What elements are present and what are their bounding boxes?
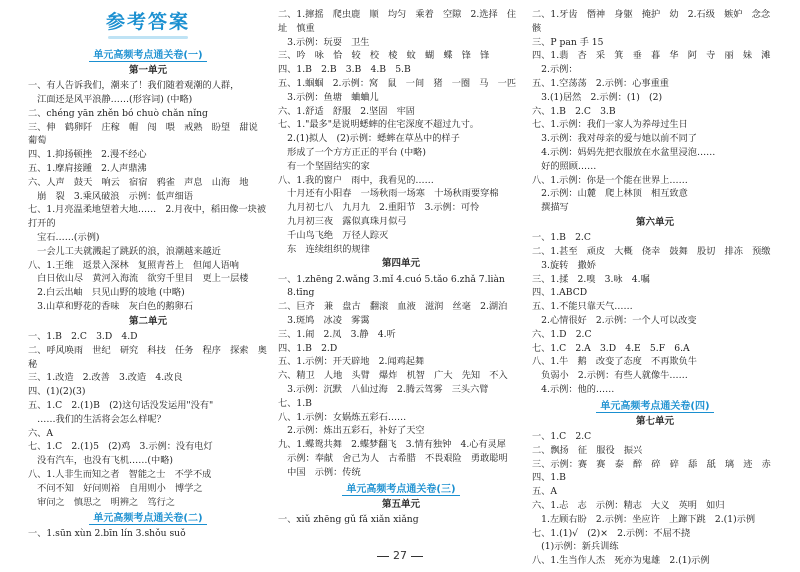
answer-line: 六、1.舒适 舒服 2.坚固 牢固 [278, 105, 415, 117]
answer-line: 没有汽车，也没有飞机……(中略) [28, 455, 173, 467]
answer-line: 3.示例：我对母亲的爱与她以前不同了 [532, 133, 697, 145]
answer-line: 宝石……(示例) [28, 232, 100, 244]
answer-line: 六、1.忐 志 示例：精志 大义 英明 如归 [532, 500, 725, 511]
section-heading-label: 单元高频考点通关卷(二) [89, 513, 206, 525]
answer-line: 三、伸 鹤卵阡 庄稼 帽 闯 喂 戒熟 盼望 甜说 葡萄 [28, 121, 267, 147]
unit-heading: 第七单元 [635, 415, 674, 427]
answer-line: 七、1."最多"是说明蟋蟀的住宅深度不超过九寸。 [278, 119, 479, 131]
section-heading-label: 单元高频考点通关卷(一) [89, 50, 206, 62]
answer-line: 三、示例：赛 赛 泰 醉 碎 碎 舔 舐 璃 迹 赤 [532, 458, 771, 470]
answer-line: 不问不知 好问则裕 自用则小 博学之 [28, 482, 203, 494]
answer-line: 一、1.B 2.C 3.D 4.D [28, 331, 138, 343]
answer-line: 三、1.揉 2.嗅 3.咏 4.嘱 [532, 273, 650, 285]
answer-line: 3.示例：鱼塘 蛐蛐儿 [278, 91, 379, 103]
answer-line: 二、1.撺摇 爬虫鹿 顺 均匀 乘着 空隙 2.选择 住址 慎重 [278, 9, 517, 34]
answer-line: 三、1.改造 2.改善 3.改造 4.改良 [28, 372, 183, 384]
answer-line: 3.斑鸠 冰凌 雾霭 [278, 314, 370, 326]
answer-line: 2.示例： [532, 64, 578, 76]
answer-line: 2.心情很好 2.示例：一个人可以改变 [532, 314, 697, 326]
answer-line: 六、1.B 2.C 3.B [532, 105, 616, 117]
answer-line: 二、巨齐 兼 盘古 翻滚 血液 滋润 丝毫 2.湖泊 [278, 301, 508, 313]
title-underline [108, 36, 188, 39]
answer-line: 2.示例：炼出五彩石，补好了天空 [278, 425, 425, 437]
answer-line: 七、1.月亮温柔地望着大地…… 2.月夜中，稻田像一块被打开的 [28, 204, 267, 230]
answer-line: 五、1.不能只靠天气…… [532, 301, 633, 313]
section-heading [278, 482, 524, 497]
answer-line: 负弱小 2.示例：有些人就像牛…… [532, 370, 688, 382]
column-1 [28, 46, 268, 541]
unit-heading: 第一单元 [128, 65, 167, 76]
answer-line: 四、1.抑扬顿挫 2.漫不经心 [28, 149, 147, 161]
answer-line: 二、1.牙齿 僭神 身躯 掩护 幼 2.石级 嫉妒 念念 骸 [532, 9, 780, 34]
answer-line: 二、1.甚至 顽皮 大概 侥幸 鼓舞 股切 排冻 预缴 [532, 246, 771, 257]
section-heading [532, 399, 778, 414]
answer-line: 一、1.zhēng 2.wǎng 3.mǐ 4.cuó 5.tǎo 6.zhǎ 7.liàn [278, 273, 505, 285]
answer-line: 五、1.空荡荡 2.示例：心事重重 [532, 77, 669, 89]
answer-line: 二、飘扬 征 服役 振兴 [532, 444, 643, 456]
answer-line: 形成了一个方方正正的平台 (中略) [278, 146, 426, 158]
section-heading [28, 511, 268, 526]
answer-line: 七、1.(1)√ (2)× 2.示例：不屈不挠 [532, 527, 691, 539]
section-heading [28, 48, 268, 63]
answer-line: 2.(1)拟人 (2)示例：蟋蟀在草丛中的样子 [278, 133, 460, 145]
answer-line: 二、呼风唤雨 世纪 研究 科技 任务 程序 探索 奥秘 [28, 344, 267, 370]
answer-line: 8.tīng [278, 287, 315, 299]
answer-line: 三、1.闹 2.凤 3.静 4.听 [278, 328, 396, 340]
answer-line: 3.示例：玩耍 卫生 [278, 36, 370, 48]
answer-line: 三、吟 咏 恰 较 校 棱 蚊 蝴 蝶 锋 锋 [278, 50, 490, 62]
answer-line: 五、1.示例：开天辟地 2.闻鸡起舞 [278, 356, 425, 368]
answer-line: 五、1.蝈蝈 2.示例：窝 鼠 一间 猪 一圈 马 一匹 [278, 77, 517, 89]
answer-line: 八、1.示例：你是一个能在世界上…… [532, 174, 688, 186]
answer-line: 四、1.B 2.B 3.B 4.B 5.B [278, 64, 411, 76]
answer-line: 一、xiǔ zhēng gǔ fǎ xiǎn xiǎng [278, 513, 419, 525]
answer-line: ……我们的生活将会怎么样呢？ [28, 413, 166, 425]
unit-heading: 第二单元 [128, 315, 167, 327]
answer-line: 六、人声 鼓天 响云 宿宿 鸦雀 声息 山海 地 [28, 176, 249, 188]
answer-line: 八、1.人非生而知之者 智能之士 不学不成 [28, 469, 212, 481]
answer-line: 千山鸟飞绝 万径人踪灭 [278, 229, 389, 241]
answer-line: 四、(1)(2)(3) [28, 386, 86, 398]
answer-line: 十月还有小阳春 一场秋雨一场寒 十场秋雨要穿棉 [278, 188, 499, 200]
answer-line: 九月初七八 九月九 2.重阳节 3.示例：可怜 [278, 202, 480, 214]
answer-line: 六、A [28, 427, 54, 439]
column-3 [532, 8, 778, 568]
answer-line: 九、1.蝶鸳共舞 2.蝶梦翻飞 3.情有独钟 4.心有灵犀 [278, 439, 506, 451]
answer-line: 五、A [532, 486, 558, 498]
answer-line: 五、1.摩肩接踵 2.人声鼎沸 [28, 163, 147, 175]
page-number: 27 [393, 549, 407, 562]
answer-line: 六、1.D 2.C [532, 328, 592, 340]
answer-line: 八、1.我的窗户 雨中，我看见的…… [278, 174, 434, 186]
answer-line: 4.示例：他的…… [532, 383, 615, 395]
answer-line: 五、1.C 2.(1)B (2)这句话没发运用"没有" [28, 400, 214, 412]
answer-line: 3.山草和野花的香味 灰白色的鹅卵石 [28, 301, 193, 312]
answer-line: 撰描写 [532, 202, 569, 214]
answer-line: 四、1.B [532, 472, 566, 484]
answer-line: 江面还是风平浪静……(形容词) (中略) [28, 94, 193, 106]
answer-line: 有一个坚固结实的家 [278, 160, 370, 172]
answer-line: 二、chéng yān zhěn bó chuò chǎn nǐng [28, 107, 208, 119]
unit-heading: 第六单元 [635, 216, 674, 228]
unit-heading: 第五单元 [381, 498, 420, 510]
answer-line: 审问之 慎思之 明辨之 笃行之 [28, 496, 175, 508]
answer-line: 中国 示例：传统 [278, 466, 361, 478]
answer-line: 2.示例：山麓 爬上林顶 相互致意 [532, 188, 688, 200]
answer-line: 示例：奉献 舍己为人 古希腊 不畏艰险 勇敢聪明 [278, 452, 508, 464]
answer-line: 一、有人告诉我们，潮来了！我们随着观潮的人群， [28, 80, 240, 92]
page-footer [360, 548, 440, 565]
answer-line: 四、1.B 2.D [278, 342, 338, 354]
answer-line: 1.左顾右盼 2.示例：坐应许 上蹿下跳 2.(1)示例 [532, 513, 756, 525]
answer-line: 六、精卫 人地 头臂 爆炸 机智 广大 先知 不入 [278, 370, 508, 382]
answer-line: 一、1.C 2.C [532, 431, 592, 443]
page-title: 参考答案 [105, 11, 190, 33]
answer-line: 七、1.示例：我们一家人为养母过生日 [532, 119, 688, 131]
column-2 [278, 8, 524, 527]
unit-heading: 第四单元 [381, 258, 420, 270]
answer-line: 四、1.翡 杏 采 箕 垂 暮 华 阿 寺 丽 妹 滩 [532, 50, 771, 62]
answer-line: 八、1.牛 鹅 改变了态度 不再欺负牛 [532, 356, 697, 368]
answer-line: 九月初三夜 露似真珠月似弓 [278, 215, 407, 227]
answer-line: 3.(1)居然 2.示例：(1) (2) [532, 91, 663, 103]
answer-line: (1)示例：新兵训练 [532, 541, 619, 553]
section-heading-label: 单元高频考点通关卷(四) [596, 401, 713, 413]
answer-line: 八、1.生当作人杰 死亦为鬼雄 2.(1)示例 [532, 555, 710, 567]
answer-line: 3.旋转 撒娇 [532, 259, 596, 271]
answer-line: 2.白云出岫 只见山野的坡地 (中略) [28, 287, 185, 299]
answer-line: 一会儿工夫就溅起了跳跃的浪，浪潮越来越近 [28, 245, 221, 257]
answer-line: 七、1.C 2.(1)5 (2)鸡 3.示例：没有电灯 [28, 441, 213, 453]
answer-line: 八、1.示例：女娲炼五彩石…… [278, 411, 407, 423]
answer-line: 白日依山尽 黄河入海流 欲穷千里目 更上一层楼 [28, 273, 249, 285]
answer-line: 东 连续组织的规律 [278, 243, 370, 255]
answer-line: 崩 裂 3.乘风破浪 示例：低声细语 [28, 190, 193, 202]
answer-line: 三、P pan 手 15 [532, 36, 604, 48]
answer-line: 七、1.B [278, 397, 312, 409]
answer-line: 一、1.sūn xùn 2.bīn lín 3.shǒu suǒ [28, 528, 186, 540]
answer-line: 四、1.ABCD [532, 287, 588, 299]
answer-line: 八、1.王维 返景入深林 复照青苔上 但闻人语响 [28, 259, 239, 271]
footer-dash-right [411, 556, 423, 557]
answer-line: 3.示例：沉默 八仙过海 2.腾云驾雾 三头六臂 [278, 383, 489, 395]
footer-dash-left [377, 556, 389, 557]
answer-line: 好的照顾…… [532, 160, 597, 172]
answer-line: 一、1.B 2.C [532, 232, 591, 244]
answer-line: 4.示例：妈妈先把衣服放在水盆里浸泡…… [532, 146, 716, 158]
answer-line: 七、1.C 2.A 3.D 4.E 5.F 6.A [532, 342, 690, 354]
section-heading-label: 单元高频考点通关卷(三) [342, 484, 459, 496]
